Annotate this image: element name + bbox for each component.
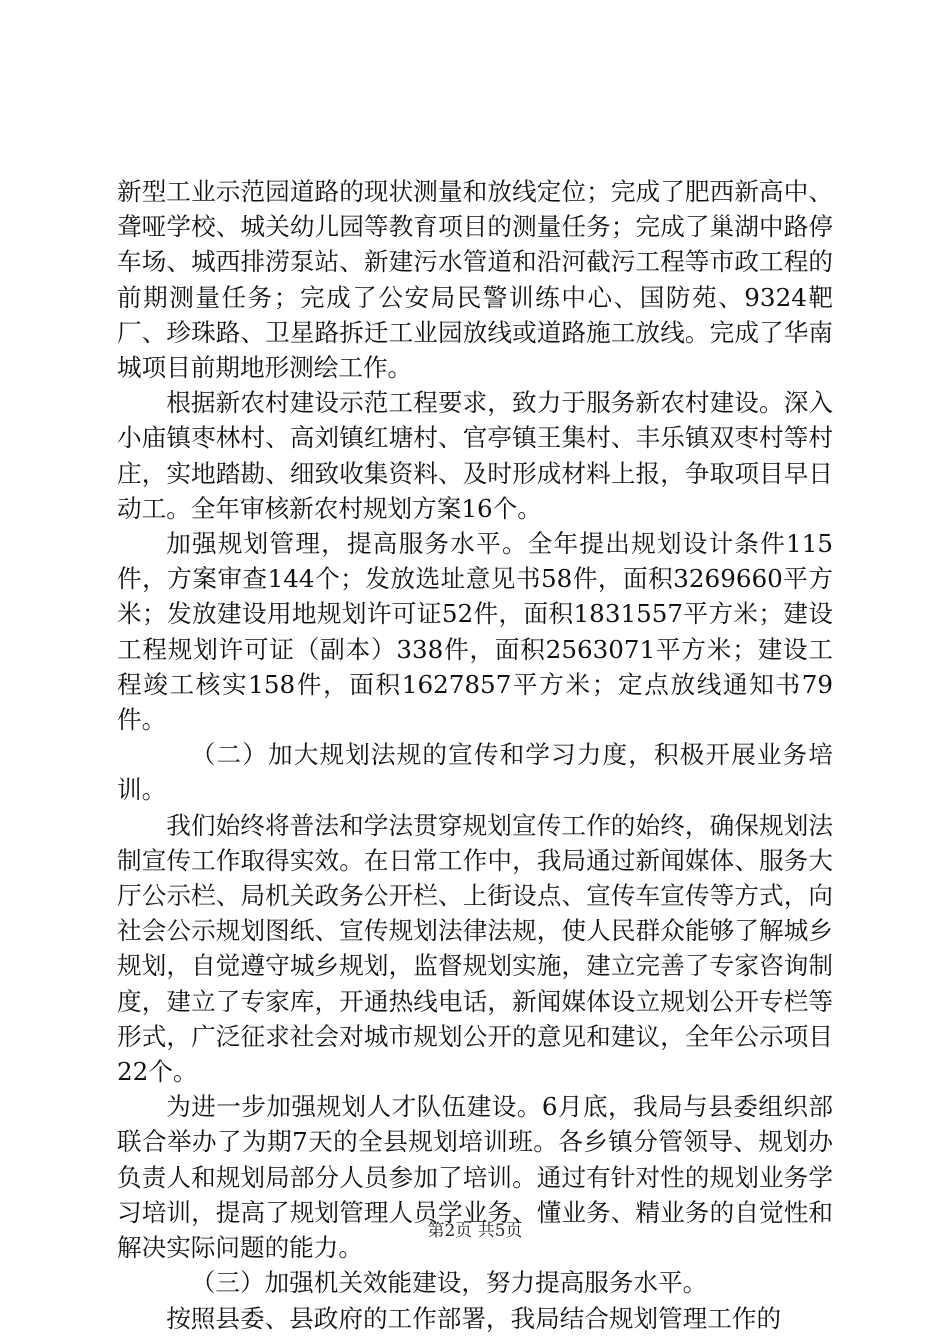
paragraph-talent-training: 为进一步加强规划人才队伍建设。6月底，我局与县委组织部联合举办了为期7天的全县规划培训班。各乡镇分管领导、规划办负责人和规划局部分人员参加了培训。通过有针对性的规划业务学习培训，提高了规划管理人员学业务、懂业务、精业务的自觉性和解决实际问题的能力。 [117, 1092, 833, 1263]
section-heading-2: （二）加大规划法规的宣传和学习力度，积极开展业务培训。 [117, 740, 833, 805]
paragraph-survey-tasks: 新型工业示范园道路的现状测量和放线定位；完成了肥西新高中、聋哑学校、城关幼儿园等教育项目的测量任务；完成了巢湖中路停车场、城西排涝泵站、新建污水管道和沿河截污工程等市政工程的前期测量任务；完成了公安局民警训练中心、国防苑、9324靶厂、珍珠路、卫星路拆迁工业园放线或道路施工放线。完成了华南城项目前期地形测绘工作。 [117, 177, 833, 383]
page-number-footer: 第2页 共5页 [427, 1221, 523, 1241]
paragraph-new-rural-construction: 根据新农村建设示范工程要求，致力于服务新农村建设。深入小庙镇枣林村、高刘镇红塘村、官亭镇王集村、丰乐镇双枣村等村庄，实地踏勘、细致收集资料、及时形成材料上报，争取项目早日动工。全年审核新农村规划方案16个。 [117, 388, 833, 523]
paragraph-efficiency-building: 按照县委、县政府的工作部署，我局结合规划管理工作的 [166, 1303, 782, 1333]
paragraph-legal-publicity: 我们始终将普法和学法贯穿规划宣传工作的始终，确保规划法制宣传工作取得实效。在日常工作中，我局通过新闻媒体、服务大厅公示栏、局机关政务公开栏、上街设点、宣传车宣传等方式，向社会公示规划图纸、宣传规划法律法规，使人民群众能够了解城乡规划，自觉遵守城乡规划，监督规划实施，建立完善了专家咨询制度，建立了专家库，开通热线电话，新闻媒体设立规划公开专栏等形式，广泛征求社会对城市规划公开的意见和建议，全年公示项目22个。 [117, 810, 833, 1087]
section-heading-3: （三）加强机关效能建设，努力提高服务水平。 [190, 1268, 708, 1298]
paragraph-planning-management: 加强规划管理，提高服务水平。全年提出规划设计条件115件，方案审查144个；发放选址意见书58件，面积3269660平方米；发放建设用地规划许可证52件，面积1831557平方米；建设工程规划许可证（副本）338件，面积2563071平方米；建设工程竣工核实158件，面积1627857平方米；定点放线通知书79件。 [117, 529, 833, 735]
document-body [117, 174, 833, 1336]
